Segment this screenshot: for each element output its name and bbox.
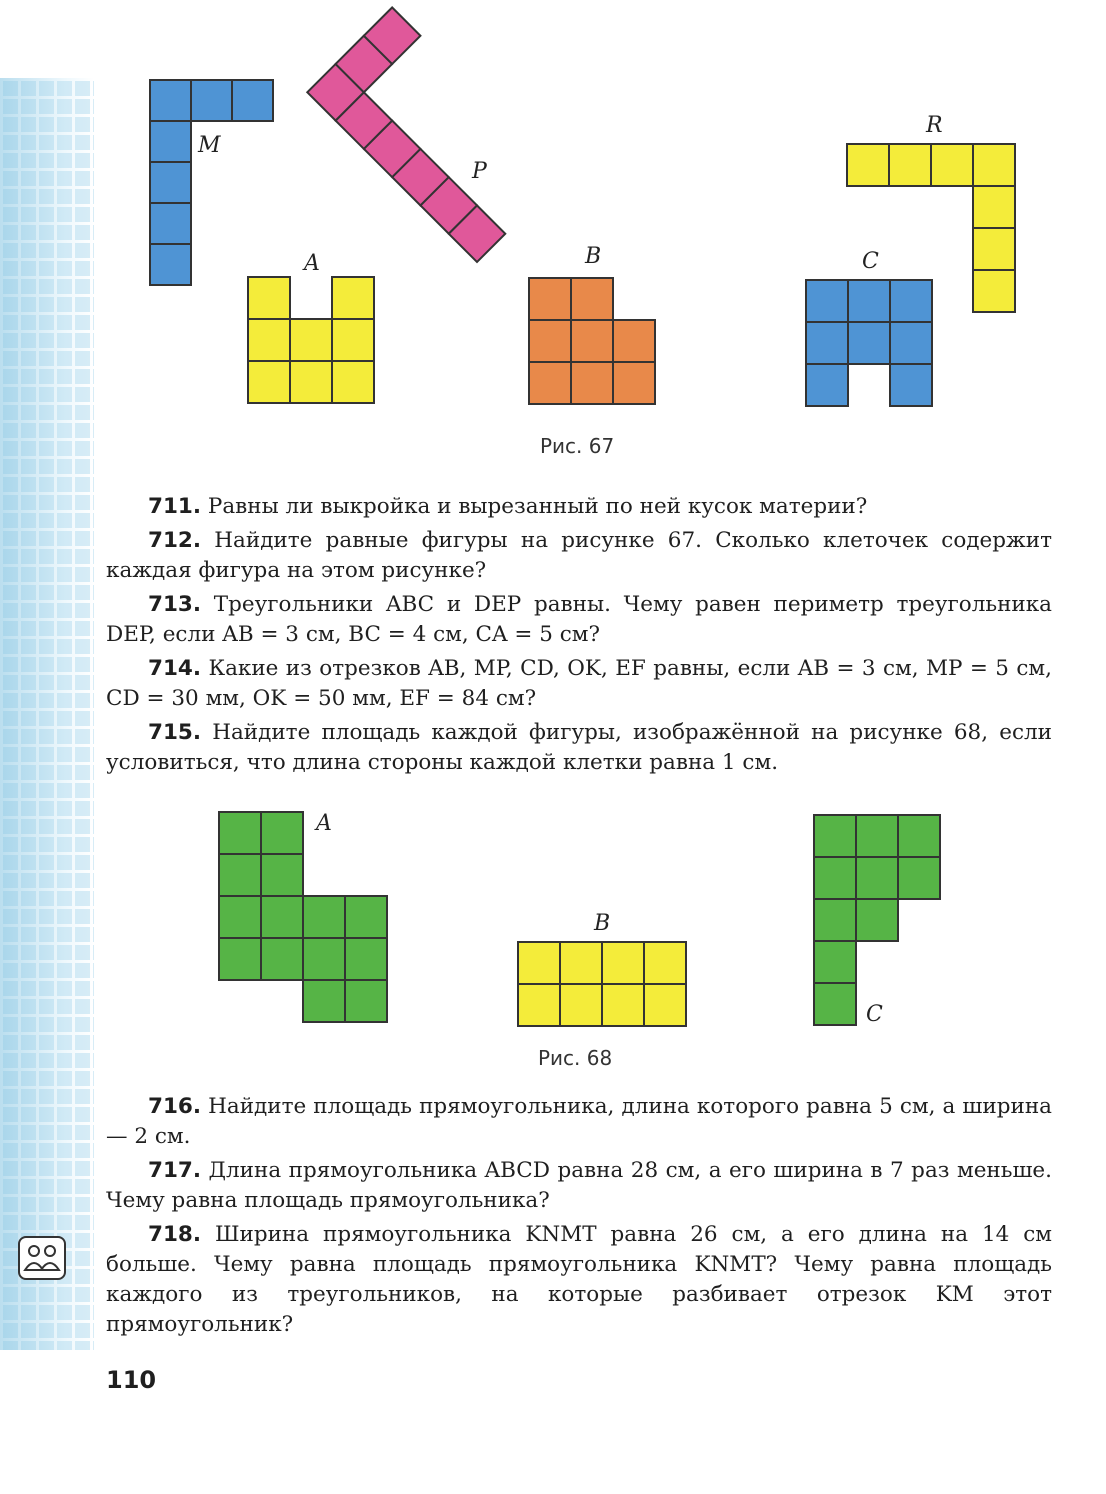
shape-c68-cell: [814, 857, 856, 899]
problem-718: 718. Ширина прямоугольника KNMT равна 26 см, а его длина на 14 см больше. Чему равна площадь прямоугольника KNMT? Чему равна площадь каждого из треугольников, на которые разбивает отрезок KM этот прямоугольник?: [106, 1222, 1052, 1337]
shape-c68-cell: [856, 815, 898, 857]
shape-a68-cell: [261, 812, 303, 854]
pair-work-icon: [18, 1236, 66, 1280]
shape-m-cell: [150, 203, 191, 244]
shape-b: [529, 278, 655, 404]
shape-m-cell: [150, 244, 191, 285]
shape-c: [806, 280, 932, 406]
shape-a-cell: [332, 319, 374, 361]
shape-c68-cell: [814, 899, 856, 941]
label-a68: A: [316, 811, 332, 836]
problem-717: 717. Длина прямоугольника ABCD равна 28 см, а его ширина в 7 раз меньше. Чему равна площадь прямоугольника?: [106, 1158, 1052, 1213]
figure-67: [150, 7, 1015, 406]
shape-b68-cell: [560, 984, 602, 1026]
shape-r-cell: [973, 228, 1015, 270]
figure-68-caption: Рис. 68: [538, 1046, 613, 1070]
problem-711: 711. Равны ли выкройка и вырезанный по ней кусок материи?: [148, 494, 868, 519]
shape-m-cell: [150, 80, 191, 121]
shape-a68-cell: [219, 854, 261, 896]
shape-b-cell: [571, 320, 613, 362]
shape-c68-cell: [814, 983, 856, 1025]
label-b: B: [585, 244, 602, 269]
shape-a68-cell: [345, 938, 387, 980]
shape-a68-cell: [261, 938, 303, 980]
problems-bottom: [106, 1092, 1052, 1344]
shape-b68-cell: [560, 942, 602, 984]
shape-b-cell: [529, 278, 571, 320]
shape-a-cell: [248, 319, 290, 361]
shape-a68-cell: [219, 812, 261, 854]
shape-r-cell: [847, 144, 889, 186]
shape-a68-cell: [219, 938, 261, 980]
shape-b-cell: [571, 278, 613, 320]
shape-c68-cell: [898, 857, 940, 899]
shape-b-cell: [571, 362, 613, 404]
shape-a68-cell: [303, 938, 345, 980]
shape-b-cell: [613, 362, 655, 404]
shape-b68-cell: [644, 984, 686, 1026]
shape-c68-cell: [898, 815, 940, 857]
shape-a-cell: [332, 361, 374, 403]
label-p: P: [472, 159, 487, 184]
shape-c68-cell: [856, 857, 898, 899]
label-b68: B: [594, 911, 611, 936]
shape-a68-cell: [261, 896, 303, 938]
shape-c-cell: [890, 322, 932, 364]
shape-c-cell: [890, 364, 932, 406]
shape-c-cell: [848, 280, 890, 322]
page-number: 110: [106, 1366, 157, 1394]
shape-c68: [814, 815, 940, 1025]
shape-m-cell: [150, 121, 191, 162]
label-r: R: [926, 113, 943, 138]
shape-m: [150, 80, 273, 285]
shape-c-cell: [848, 322, 890, 364]
label-c: C: [862, 249, 879, 274]
problem-714: 714. Какие из отрезков AB, MP, CD, OK, EF равны, если AB = 3 см, MP = 5 см, CD = 30 мм, OK = 50 мм, EF = 84 см?: [106, 656, 1052, 711]
figure-67-caption: Рис. 67: [540, 434, 615, 458]
problem-716: 716. Найдите площадь прямоугольника, длина которого равна 5 см, а ширина — 2 см.: [106, 1094, 1052, 1149]
shape-b-cell: [529, 320, 571, 362]
shape-a-cell: [290, 319, 332, 361]
shape-r-cell: [973, 186, 1015, 228]
label-m: M: [198, 133, 221, 158]
shape-r-cell: [931, 144, 973, 186]
shape-a68: [219, 812, 387, 1022]
shape-b68: [518, 942, 686, 1026]
shape-c-cell: [806, 280, 848, 322]
shape-m-cell: [191, 80, 232, 121]
label-c68: C: [866, 1002, 883, 1027]
shape-c-cell: [806, 364, 848, 406]
shape-a68-cell: [345, 896, 387, 938]
shape-a-cell: [248, 361, 290, 403]
shape-c68-cell: [856, 899, 898, 941]
shape-a-cell: [248, 277, 290, 319]
shape-b-cell: [613, 320, 655, 362]
shape-a-cell: [332, 277, 374, 319]
shape-b-cell: [529, 362, 571, 404]
shape-c68-cell: [814, 815, 856, 857]
shape-a-cell: [290, 361, 332, 403]
label-a: A: [304, 251, 320, 276]
shape-c68-cell: [814, 941, 856, 983]
problems-top: [106, 492, 1052, 782]
shape-a: [248, 277, 374, 403]
problem-712: 712. Найдите равные фигуры на рисунке 67. Сколько клеточек содержит каждая фигура на этом рисунке?: [106, 528, 1052, 583]
shape-a68-cell: [303, 980, 345, 1022]
shape-a68-cell: [219, 896, 261, 938]
shape-b68-cell: [602, 942, 644, 984]
problem-715: 715. Найдите площадь каждой фигуры, изображённой на рисунке 68, если условиться, что длина стороны каждой клетки равна 1 см.: [106, 720, 1052, 775]
shape-b68-cell: [518, 942, 560, 984]
shape-r-cell: [973, 144, 1015, 186]
figure-68: [219, 811, 940, 1027]
shape-a68-cell: [261, 854, 303, 896]
shape-m-cell: [150, 162, 191, 203]
shape-c-cell: [890, 280, 932, 322]
shape-r-cell: [973, 270, 1015, 312]
shape-b68-cell: [644, 942, 686, 984]
shape-m-cell: [232, 80, 273, 121]
shape-a68-cell: [345, 980, 387, 1022]
shape-b68-cell: [518, 984, 560, 1026]
problem-713: 713. Треугольники ABC и DEP равны. Чему равен периметр треугольника DEP, если AB = 3 см, BC = 4 см, CA = 5 см?: [106, 592, 1052, 647]
shape-r-cell: [889, 144, 931, 186]
shape-p: [307, 7, 562, 262]
shape-c-cell: [806, 322, 848, 364]
shape-a68-cell: [303, 896, 345, 938]
shape-b68-cell: [602, 984, 644, 1026]
